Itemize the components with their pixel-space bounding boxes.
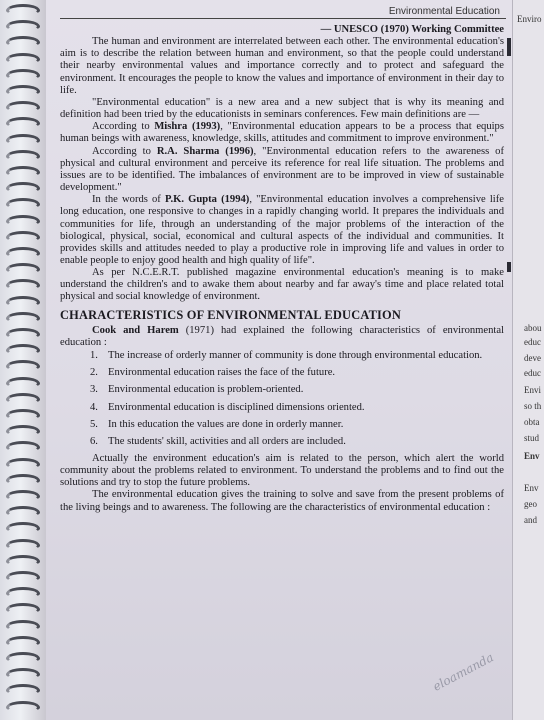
definition-lead: According to	[92, 121, 155, 133]
item-text: Environmental education is problem-oriented.	[108, 384, 304, 396]
next-page-fragment: Env	[524, 451, 540, 461]
next-page-fragment: obta	[524, 417, 540, 427]
paragraph-closing: The environmental education gives the training to solve and save from the present problems of the living beings and to awareness. The following are the characteristics of environmental education :	[60, 489, 504, 513]
list-item	[90, 419, 504, 431]
binding-ring	[6, 555, 40, 566]
binding-ring	[6, 539, 40, 550]
item-text: The increase of orderly manner of community is done through environmental education.	[108, 350, 483, 362]
item-text: Environmental education raises the face of the future.	[108, 367, 336, 379]
binding-ring	[6, 522, 40, 533]
binding-ring	[6, 668, 40, 679]
author-name: Cook and Harem	[92, 324, 179, 336]
next-page-fragment: so th	[524, 401, 542, 411]
item-number: 2.	[90, 367, 98, 379]
binding-ring	[6, 247, 40, 258]
binding-ring	[6, 263, 40, 274]
item-number: 3.	[90, 384, 98, 396]
binding-ring	[6, 69, 40, 80]
binding-ring	[6, 684, 40, 695]
next-page-header: Enviro	[517, 14, 542, 24]
next-page-fragment: educ	[524, 368, 541, 378]
characteristics-list	[60, 350, 504, 448]
binding-ring	[6, 20, 40, 31]
binding-ring	[6, 474, 40, 485]
binding-ring	[6, 312, 40, 323]
binding-ring	[6, 636, 40, 647]
binding-ring	[6, 134, 40, 145]
author-name: R.A. Sharma (1996)	[156, 145, 254, 157]
definition-text: , "Environmental education refers to the awareness of physical and cultural environment and perceive its reference for real life situation. The problems and issues are to be identified. The imbalances of environment are to be improved in view of sustainable development."	[60, 145, 504, 194]
binding-ring	[6, 441, 40, 452]
binding-ring	[6, 701, 40, 712]
binding-ring	[6, 620, 40, 631]
definition-text: , "Environmental education involves a comprehensive life long education, one responsive to changes in a rapidly changing world. It prepares the individuals and communities for life, through an understanding of the major problems of the interaction of the biological, physical, social, economical and cultural aspects of the individual and communities. It provides skills and attitudes needed to play a productive role in improving life and values in order to enable people to enjoy good health and high quality of life".	[60, 194, 504, 266]
list-item	[90, 402, 504, 414]
binding-ring	[6, 458, 40, 469]
definition-ncert: As per N.C.E.R.T. published magazine environmental education's meaning is to make understand the children's and to awake them about nearby and far away's time and place related total physical and social knowledge of environment.	[60, 267, 504, 303]
binding-ring	[6, 182, 40, 193]
cook-text: (1971) had explained the following characteristics of environmental education :	[60, 324, 505, 348]
item-text: The students' skill, activities and all orders are included.	[108, 435, 346, 447]
running-head: Environmental Education	[388, 6, 500, 17]
binding-ring	[6, 231, 40, 242]
binding-ring	[6, 603, 40, 614]
definition-mishra	[60, 121, 504, 145]
binding-ring	[6, 506, 40, 517]
binding-ring	[6, 117, 40, 128]
next-page-edge	[512, 0, 544, 720]
list-item	[90, 367, 504, 379]
binding-ring	[6, 409, 40, 420]
paragraph-aim: Actually the environment education's aim is related to the person, which alert the world community about the problems related to environment. To understand the problems and to find out the solutions and try to stop the future problems.	[60, 453, 504, 489]
list-item	[90, 350, 504, 362]
definition-sharma	[60, 146, 504, 195]
binding-ring	[6, 296, 40, 307]
next-page-fragment: and	[524, 515, 537, 525]
book-page	[46, 0, 512, 720]
next-page-fragment: Env	[524, 483, 539, 493]
binding-ring	[6, 53, 40, 64]
binding-ring	[6, 150, 40, 161]
spiral-binding	[0, 0, 46, 720]
list-item	[90, 384, 504, 396]
binding-ring	[6, 215, 40, 226]
binding-ring	[6, 85, 40, 96]
binding-ring	[6, 166, 40, 177]
definition-lead: In the words of	[92, 194, 165, 206]
margin-mark	[507, 38, 511, 56]
binding-ring	[6, 344, 40, 355]
paragraph-intro: The human and environment are interrelated between each other. The environmental education's aim is to describe the relation between human and environment, so that the people could understand their nearby environmental values and importance correctly and to protect and safeguard the environment. It encourages the people to know the values and importance of environment in their day to life.	[60, 36, 504, 96]
attribution: — UNESCO (1970) Working Committee	[320, 24, 504, 35]
item-number: 5.	[90, 418, 98, 430]
next-page-fragment: geo	[524, 499, 537, 509]
next-page-fragment: deve	[524, 353, 541, 363]
item-number: 6.	[90, 435, 98, 447]
next-page-fragment: abou	[524, 323, 542, 333]
paragraph-definitions: "Environmental education" is a new area and a new subject that is why its meaning and definition had been tried by the educationists in seminars conferences. Few main definitions are —	[60, 96, 504, 121]
binding-ring	[6, 393, 40, 404]
binding-ring	[6, 36, 40, 47]
next-page-fragment: educ	[524, 337, 541, 347]
next-page-fragment: stud	[524, 433, 540, 443]
item-number: 1.	[90, 350, 98, 362]
binding-ring	[6, 587, 40, 598]
binding-ring	[6, 490, 40, 501]
margin-mark	[507, 262, 511, 272]
item-text: In this education the values are done in orderly manner.	[108, 418, 344, 430]
definition-gupta	[60, 194, 504, 267]
item-text: Environmental education is disciplined dimensions oriented.	[108, 401, 365, 413]
definition-text: , "Environmental education appears to be a process that equips human beings with awareness, knowledge, skills, attitudes and commitment to improve environment."	[60, 121, 504, 145]
binding-ring	[6, 425, 40, 436]
binding-ring	[6, 652, 40, 663]
definition-lead: According to	[92, 145, 157, 157]
author-name: P.K. Gupta (1994)	[164, 194, 250, 206]
binding-ring	[6, 101, 40, 112]
binding-ring	[6, 328, 40, 339]
binding-ring	[6, 279, 40, 290]
binding-ring	[6, 360, 40, 371]
binding-ring	[6, 571, 40, 582]
binding-ring	[6, 377, 40, 388]
list-item	[90, 436, 504, 448]
page-body	[60, 24, 504, 514]
binding-ring	[6, 198, 40, 209]
next-page-fragment: Envi	[524, 385, 541, 395]
section-title: CHARACTERISTICS OF ENVIRONMENTAL EDUCATION	[60, 307, 402, 322]
header-rule	[60, 18, 506, 19]
paragraph-cook	[60, 325, 504, 349]
item-number: 4.	[90, 401, 98, 413]
author-name: Mishra (1993)	[154, 121, 221, 133]
handwritten-signature: eloamanda	[430, 650, 496, 694]
binding-ring	[6, 4, 40, 15]
